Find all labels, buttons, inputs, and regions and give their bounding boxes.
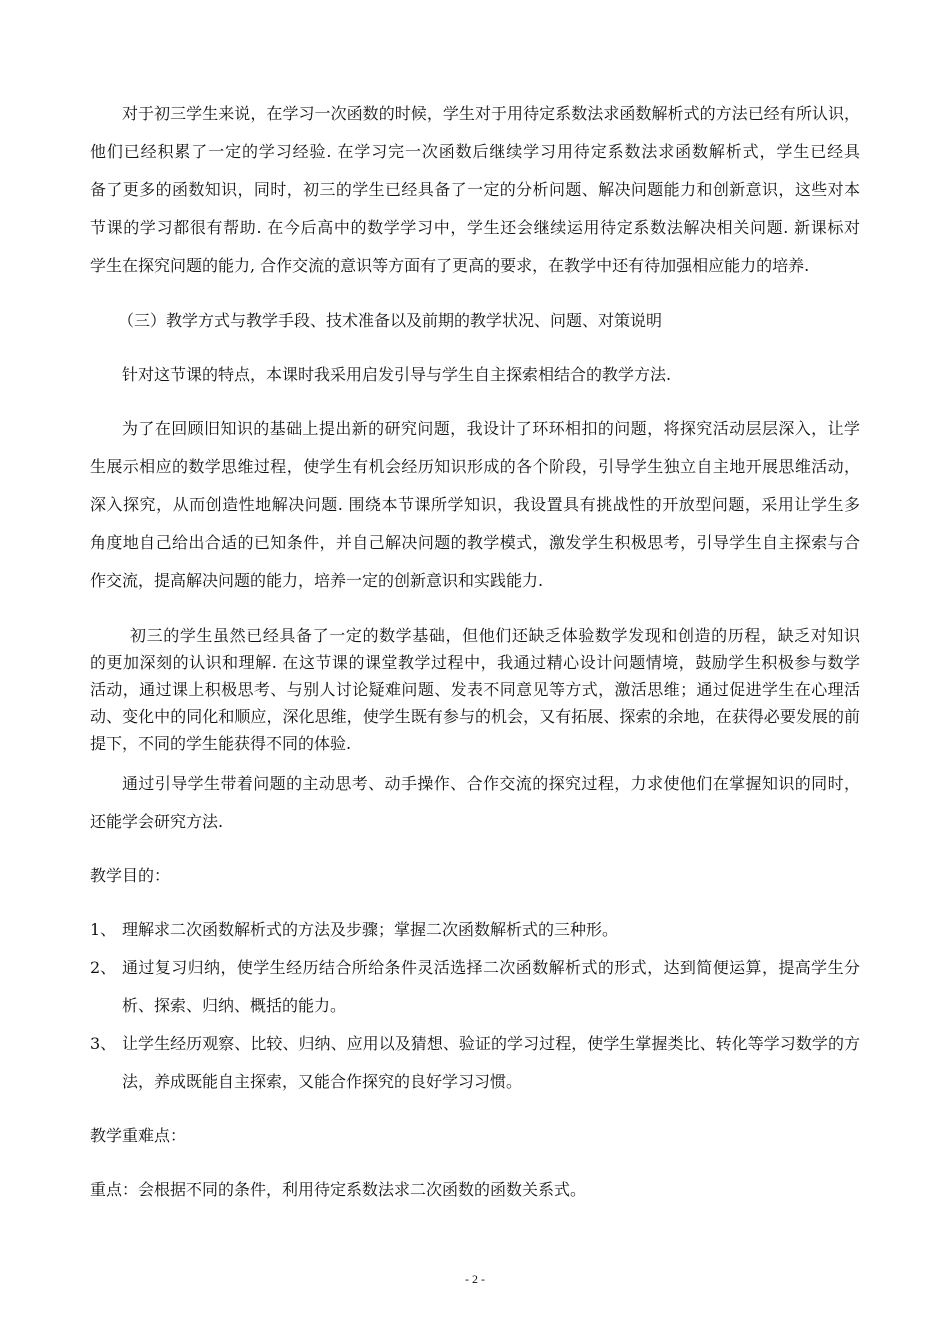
key-point-focus: 重点：会根据不同的条件，利用待定系数法求二次函数的函数关系式。 xyxy=(90,1180,587,1199)
paragraph-1-line-4: 节课的学习都很有帮助. 在今后高中的数学学习中，学生还会继续运用待定系数法解决相关问题. 新课标对 xyxy=(90,218,860,237)
paragraph-2: 针对这节课的特点，本课时我采用启发引导与学生自主探索相结合的教学方法. xyxy=(122,365,672,384)
paragraph-3-line-4: 角度地自己给出合适的已知条件，并自己解决问题的教学模式，激发学生积极思考，引导学生自主探索与合 xyxy=(90,533,860,552)
objective-2-text-line-1: 通过复习归纳，使学生经历结合所给条件灵活选择二次函数解析式的形式，达到简便运算，提高学生分 xyxy=(122,958,860,977)
paragraph-4-line-5: 提下，不同的学生能获得不同的体验. xyxy=(90,734,352,753)
paragraph-1-line-5: 学生在探究问题的能力, 合作交流的意识等方面有了更高的要求，在教学中还有待加强相应能力的培养. xyxy=(90,256,810,275)
paragraph-3-line-2: 生展示相应的数学思维过程，使学生有机会经历知识形成的各个阶段，引导学生独立自主地开展思维活动， xyxy=(90,457,860,476)
key-points-heading: 教学重难点： xyxy=(90,1126,187,1145)
objective-3-text-line-2: 法，养成既能自主探索，又能合作探究的良好学习习惯。 xyxy=(122,1072,523,1091)
paragraph-1-line-3: 备了更多的函数知识，同时，初三的学生已经具备了一定的分析问题、解决问题能力和创新意识，这些对本 xyxy=(90,180,860,199)
objective-1-number: 1、 xyxy=(90,920,117,939)
paragraph-4-line-2: 的更加深刻的认识和理解. 在这节课的课堂教学过程中，我通过精心设计问题情境，鼓励学生积极参与数学 xyxy=(90,653,860,672)
objective-2-text-line-2: 析、探索、归纳、概括的能力。 xyxy=(122,996,347,1015)
paragraph-1-line-1: 对于初三学生来说，在学习一次函数的时候，学生对于用待定系数法求函数解析式的方法已经有所认识， xyxy=(122,104,860,123)
paragraph-1-line-2: 他们已经积累了一定的学习经验. 在学习完一次函数后继续学习用待定系数法求函数解析式，学生已经具 xyxy=(90,142,860,161)
objectives-heading: 教学目的： xyxy=(90,866,171,885)
paragraph-3-line-5: 作交流，提高解决问题的能力，培养一定的创新意识和实践能力. xyxy=(90,571,544,590)
paragraph-4-line-1: 初三的学生虽然已经具备了一定的数学基础，但他们还缺乏体验数学发现和创造的历程，缺乏对知识 xyxy=(130,626,860,645)
objective-3-number: 3、 xyxy=(90,1034,117,1053)
objective-1-text: 理解求二次函数解析式的方法及步骤；掌握二次函数解析式的三种形。 xyxy=(122,920,619,939)
paragraph-4-line-3: 活动，通过课上积极思考、与别人讨论疑难问题、发表不同意见等方式，激活思维；通过促进学生在心理活 xyxy=(90,680,860,699)
paragraph-3-line-3: 深入探究，从而创造性地解决问题. 围绕本节课所学知识，我设置具有挑战性的开放型问题，采用让学生多 xyxy=(90,495,860,514)
objective-3-text-line-1: 让学生经历观察、比较、归纳、应用以及猜想、验证的学习过程，使学生掌握类比、转化等学习数学的方 xyxy=(122,1034,860,1053)
objective-2-number: 2、 xyxy=(90,958,117,977)
section-3-heading: （三）教学方式与教学手段、技术准备以及前期的教学状况、问题、对策说明 xyxy=(118,311,663,330)
page-number: - 2 - xyxy=(465,1272,485,1286)
paragraph-3-line-1: 为了在回顾旧知识的基础上提出新的研究问题，我设计了环环相扣的问题，将探究活动层层深入，让学 xyxy=(122,419,860,438)
paragraph-4-line-4: 动、变化中的同化和顺应，深化思维，使学生既有参与的机会，又有拓展、探索的余地，在获得必要发展的前 xyxy=(90,707,860,726)
paragraph-5-line-2: 还能学会研究方法. xyxy=(90,812,224,831)
paragraph-5-line-1: 通过引导学生带着问题的主动思考、动手操作、合作交流的探究过程，力求使他们在掌握知识的同时， xyxy=(122,774,860,793)
